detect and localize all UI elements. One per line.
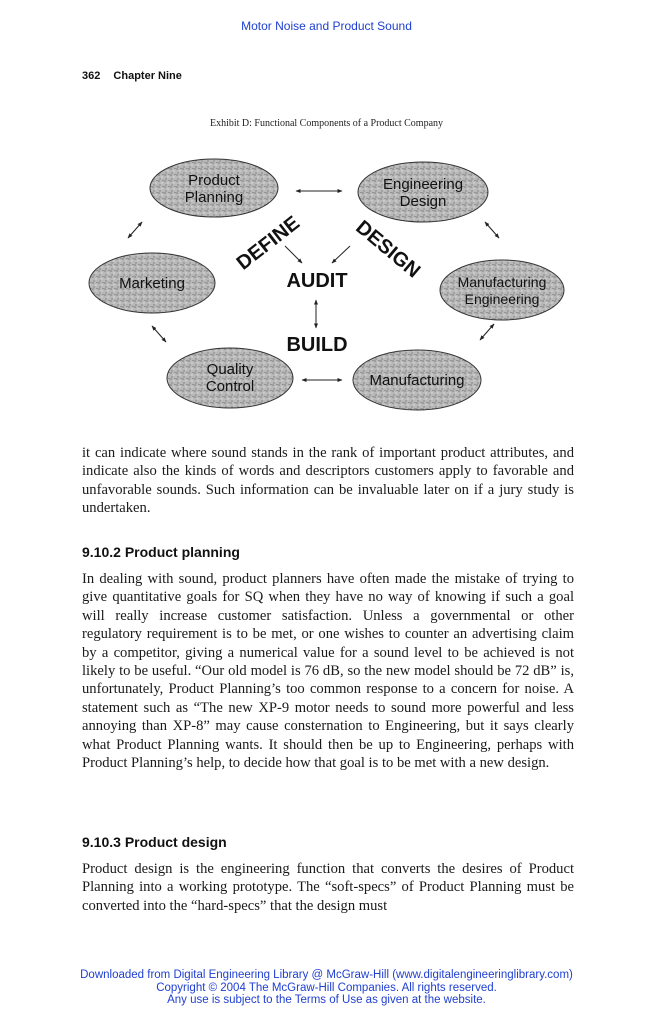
paragraph-design: Product design is the engineering function that converts the desires of Product Planning into a working prototype. The “soft-specs” of Product Planning must be converted into the “hard-specs” that the design must <box>82 861 574 914</box>
node-label: Manufacturing <box>369 372 465 389</box>
running-head: Motor Noise and Product Sound <box>241 19 412 33</box>
node-label: Product <box>188 172 240 189</box>
arrow-planning-marketing <box>128 222 142 238</box>
footer-copyright: Copyright © 2004 The McGraw-Hill Companies. All rights reserved. <box>156 981 497 994</box>
node-label: Manufacturing <box>457 274 547 290</box>
arrow-design-audit <box>332 246 350 263</box>
label-audit: AUDIT <box>286 270 348 292</box>
arrow-marketing-quality <box>152 326 166 342</box>
node-label: Control <box>205 378 255 395</box>
footer-download-link[interactable]: Downloaded from Digital Engineering Library @ McGraw-Hill (www.digitalengineeringlibrary.com) <box>80 969 573 981</box>
node-quality-control <box>167 348 293 408</box>
label-design: DESIGN <box>351 216 425 283</box>
section-heading-design: 9.10.3 Product design <box>82 834 227 850</box>
footer <box>0 969 653 1007</box>
node-label: Engineering <box>464 291 540 307</box>
node-manufacturing <box>353 350 481 410</box>
paragraph-intro: it can indicate where sound stands in the rank of important product attributes, and indicate also the kinds of words and descriptors customers apply to favorable and unfavorable sounds. Such information can be invaluable later on if a jury study is undertaken. <box>82 445 574 517</box>
chapter-title: Chapter Nine <box>113 70 182 82</box>
node-manufacturing-engineering <box>440 260 564 320</box>
functional-components-diagram <box>80 150 580 420</box>
arrow-design-mfgeng <box>485 222 499 238</box>
page-number: 362 <box>82 70 101 82</box>
node-label: Engineering <box>382 176 464 193</box>
node-label: Design <box>399 193 447 210</box>
exhibit-caption: Exhibit D: Functional Components of a Product Company <box>209 118 444 129</box>
arrow-mfgeng-manufacturing <box>480 324 494 340</box>
node-label: Quality <box>206 361 254 378</box>
node-product-planning <box>150 159 278 217</box>
node-engineering-design <box>358 162 488 222</box>
footer-terms: Any use is subject to the Terms of Use as given at the website. <box>167 994 486 1006</box>
arrow-define-audit <box>285 246 302 263</box>
section-heading-planning: 9.10.2 Product planning <box>82 544 240 560</box>
label-define: DEFINE <box>232 212 304 275</box>
paragraph-planning: In dealing with sound, product planners have often made the mistake of trying to give quantitative goals for SQ when they have no way of knowing if such a goal will really increase customer satisfaction. Unless a governmental or other regulatory requirement is to be met, or one wishes to counter an advertising claim by a competitor, giving a numerical value for a sound level to be achieved is not likely to be useful. “Our old model is 76 dB, so the new model should be 72 dB” is, unfortunately, Product Planning’s too common response to a concern for noise. A statement such as “The new XP-9 motor needs to sound more powerful and less annoying than XP-8” may cause consternation to Engineering, but it says clearly what Product Planning wants. It should then be up to Engineering, perhaps with Product Planning’s help, to decide how that goal is to be met with a new design. <box>82 571 574 772</box>
node-label: Marketing <box>119 275 185 292</box>
node-marketing <box>89 253 215 313</box>
node-label: Planning <box>184 189 244 206</box>
label-build: BUILD <box>286 334 348 356</box>
page-header <box>82 70 182 82</box>
